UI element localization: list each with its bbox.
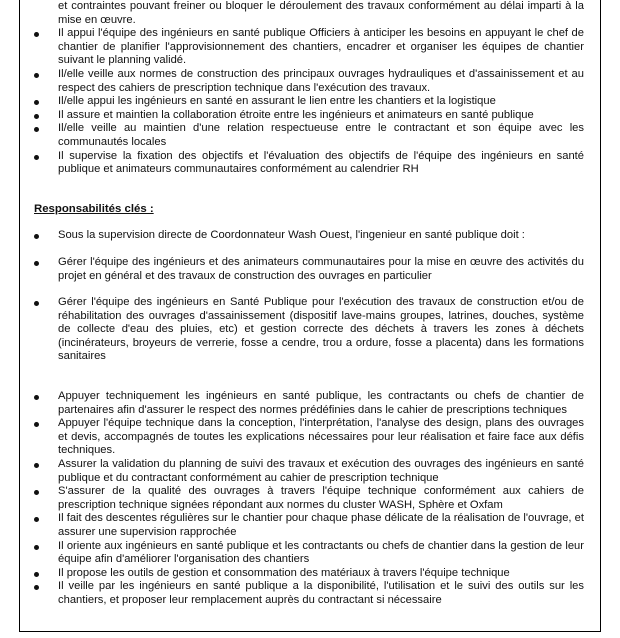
list-item bbox=[34, 122, 584, 149]
list-item-text: Il oriente aux ingénieurs en santé publique et les contractants ou chefs de chantier dans la gestion de leur équipe afin d'améliorer l'organisation des chantiers bbox=[58, 539, 584, 566]
list-item bbox=[34, 458, 584, 485]
bullet-icon bbox=[34, 572, 39, 577]
bullet-icon bbox=[34, 234, 39, 239]
spacer bbox=[34, 216, 584, 229]
bullet-icon bbox=[34, 395, 39, 400]
list-item bbox=[34, 109, 584, 123]
bullet-icon bbox=[34, 261, 39, 266]
bullet-icon bbox=[34, 100, 39, 105]
bullet-icon bbox=[34, 545, 39, 550]
list-item-text: Il appui l'équipe des ingénieurs en santé publique Officiers à anticiper les besoins en appuyant le chef de chantier de planifier l'approvisionnement des chantiers, encadrer et organiser les équipes de chantier suivant le planning validé. bbox=[58, 27, 584, 67]
list-item-text: Il fait des descentes régulières sur le chantier pour chaque phase délicate de la réalisation de l'ouvrage, et assurer une supervision rapprochée bbox=[58, 512, 584, 538]
list-item-text: Il veille par les ingénieurs en santé publique a la disponibilité, l'utilisation et le suivi des outils sur les chantiers, et proposer leur remplacement auprès du contractant si nécessaire bbox=[58, 580, 584, 606]
bullet-icon bbox=[34, 422, 39, 427]
bullet-icon bbox=[34, 301, 39, 306]
list-item bbox=[34, 256, 584, 283]
list-item-text: S'assurer de la qualité des ouvrages à travers l'équipe technique conformément aux cahiers de prescription technique signées répondant aux normes du cluster WASH, Sphère et Oxfam bbox=[58, 485, 584, 511]
spacer bbox=[34, 364, 584, 390]
spacer bbox=[34, 177, 584, 203]
list-item-text: Sous la supervision directe de Coordonnateur Wash Ouest, l'ingenieur en santé publique doit : bbox=[58, 229, 525, 242]
list-item bbox=[34, 580, 584, 607]
list-item bbox=[34, 0, 584, 27]
section-heading: Responsabilités clés : bbox=[34, 202, 154, 215]
spacer bbox=[34, 283, 584, 296]
bullet-icon bbox=[34, 114, 39, 119]
list-item bbox=[34, 485, 584, 512]
list-item bbox=[34, 296, 584, 364]
list-item-text: Il supervise la fixation des objectifs et l'évaluation des objectifs de l'équipe des ingénieurs en santé publique et animateurs communautaires conformément au calendrier RH bbox=[58, 149, 584, 176]
list-item bbox=[34, 540, 584, 567]
list-item bbox=[34, 27, 584, 68]
bullet-icon bbox=[34, 463, 39, 468]
list-item bbox=[34, 150, 584, 177]
list-item-text: Appuyer techniquement les ingénieurs en santé publique, les contractants ou chefs de chantier de partenaires afin d'assurer le respect des normes prédéfinies dans le cahier de prescriptions techniques bbox=[58, 390, 584, 416]
list-item-text: Appuyer l'équipe technique dans la conception, l'interprétation, l'analyse des design, plans des ouvrages et devis, accompagnés de toutes les explications nécessaires pour leur réalisation et faire face aux défis techniques. bbox=[58, 417, 584, 457]
document-content bbox=[34, 0, 584, 608]
list-item-text: Gérer l'équipe des ingénieurs en Santé Publique pour l'exécution des travaux de construction et/ou de réhabilitation des ouvrages d'assainissement (dispositif lave-mains groupes, latrines, douches, système de collecte d'eau des pluies, etc) et gestion correcte des déchets à travers les zones à déchets (incinérateurs, broyeurs de verrerie, fosse a cendre, trou a ordure, fosse a placenta) dans les formations sanitaires bbox=[58, 296, 584, 363]
list-item bbox=[34, 390, 584, 417]
responsibilities-list-bottom bbox=[34, 390, 584, 608]
list-item bbox=[34, 229, 584, 243]
duties-list-top bbox=[34, 0, 584, 177]
bullet-icon bbox=[34, 155, 39, 160]
bullet-icon bbox=[34, 73, 39, 78]
spacer bbox=[34, 243, 584, 256]
list-item-text: Gérer l'équipe des ingénieurs et des animateurs communautaires pour la mise en œuvre des activités du projet en général et des travaux de construction des ouvrages en particulier bbox=[58, 255, 584, 282]
bullet-icon bbox=[34, 490, 39, 495]
list-item bbox=[34, 512, 584, 539]
list-item-text: et contraintes pouvant freiner ou bloquer le déroulement des travaux conformément au délai imparti à la mise en œuvre. bbox=[58, 0, 584, 26]
list-item-text: Assurer la validation du planning de suivi des travaux et exécution des ouvrages des ingénieurs en santé publique et du contractant conformément au cahier de prescription technique bbox=[58, 458, 584, 484]
list-item bbox=[34, 95, 584, 109]
bullet-icon bbox=[34, 32, 39, 37]
bullet-icon bbox=[34, 127, 39, 132]
list-item-text: Il/elle appui les ingénieurs en santé en assurant le lien entre les chantiers et la logistique bbox=[58, 95, 496, 108]
list-item-text: Il assure et maintien la collaboration étroite entre les ingénieurs et animateurs en santé publique bbox=[58, 108, 534, 121]
bullet-icon bbox=[34, 517, 39, 522]
list-item bbox=[34, 417, 584, 458]
responsibilities-list-spaced bbox=[34, 229, 584, 364]
bullet-icon bbox=[34, 585, 39, 590]
list-item-text: Il/elle veille aux normes de construction des principaux ouvrages hydrauliques et d'assainissement et au respect des cahiers de prescription technique dans l'exécution des travaux. bbox=[58, 67, 584, 94]
list-item bbox=[34, 567, 584, 581]
list-item-text: Il/elle veille au maintien d'une relation respectueuse entre le contractant et son équipe avec les communautés locales bbox=[58, 122, 584, 148]
list-item bbox=[34, 68, 584, 95]
list-item-text: Il propose les outils de gestion et consommation des matériaux à travers l'équipe technique bbox=[58, 566, 510, 579]
